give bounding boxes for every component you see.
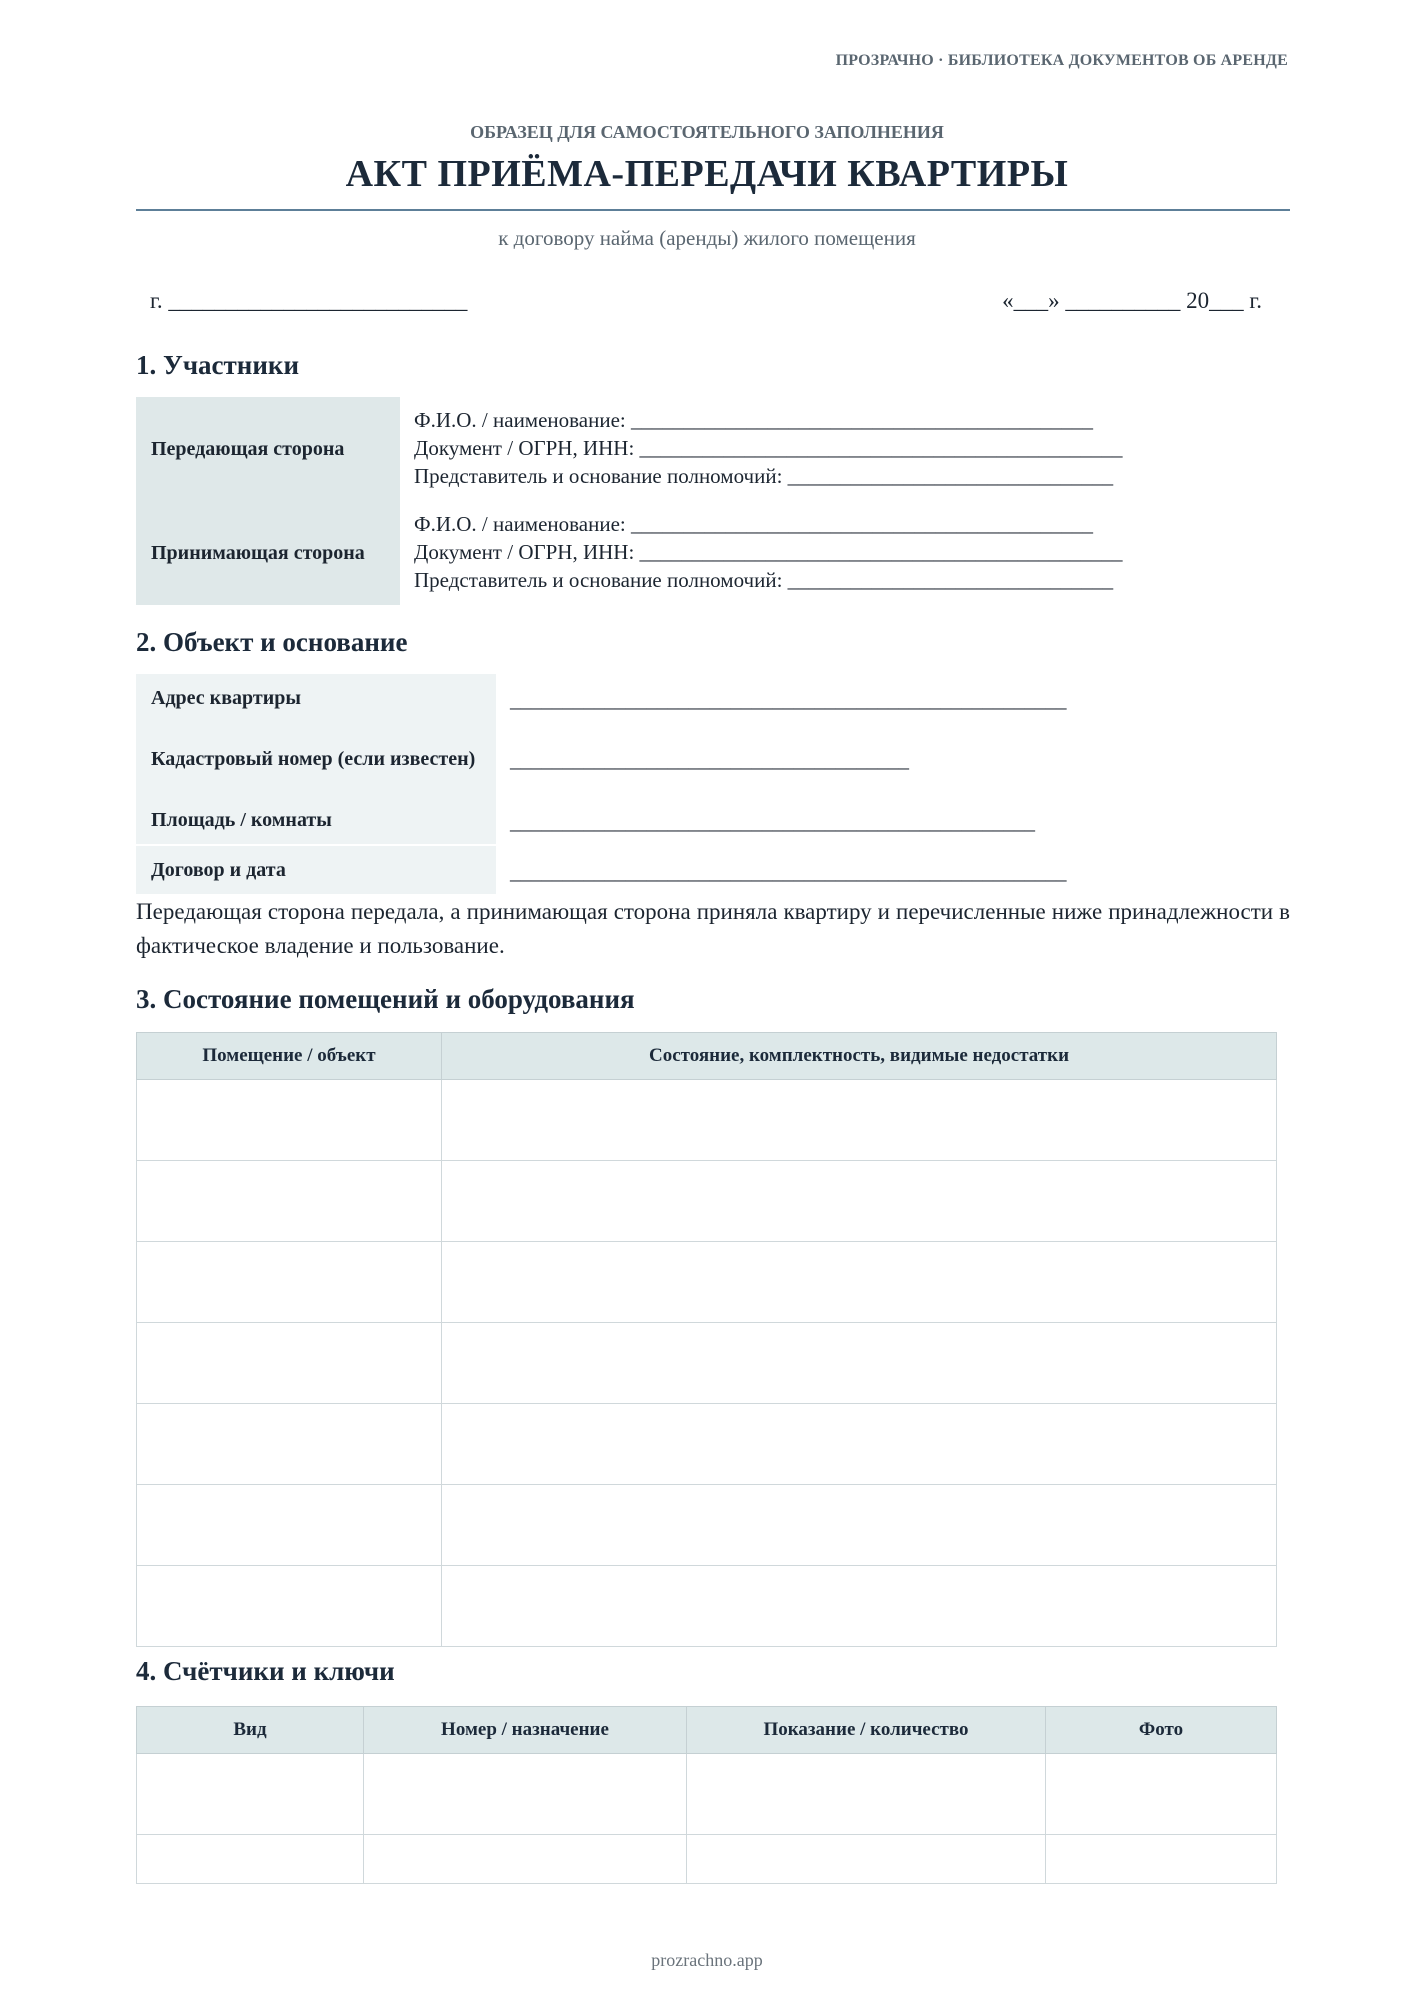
table-cell: [364, 1835, 687, 1884]
table-row: [137, 1404, 1277, 1485]
area-rooms-field: __________________________________________________: [510, 810, 1035, 834]
section-title-participants: 1. Участники: [136, 350, 300, 380]
section-title-condition: 3. Состояние помещений и оборудования: [136, 984, 635, 1014]
condition-table: [136, 1032, 1277, 1647]
document-kicker: ОБРАЗЕЦ ДЛЯ САМОСТОЯТЕЛЬНОГО ЗАПОЛНЕНИЯ: [470, 122, 944, 142]
column-header: Состояние, комплектность, видимые недостатки: [442, 1033, 1277, 1080]
date-field: «___» __________ 20___ г.: [1002, 288, 1262, 313]
table-cell: [442, 1161, 1277, 1242]
column-header: Номер / назначение: [364, 1707, 687, 1754]
area-rooms-label: Площадь / комнаты: [136, 796, 496, 844]
party-document-field: Документ / ОГРН, ИНН: ______________________________________________: [414, 436, 1123, 460]
table-cell: [442, 1080, 1277, 1161]
table-row: [137, 1754, 1277, 1835]
receiving-party-label: Принимающая сторона: [136, 501, 400, 605]
table-header-row: [137, 1707, 1277, 1754]
table-cell: [137, 1161, 442, 1242]
table-cell: [137, 1404, 442, 1485]
address-label: Адрес квартиры: [136, 674, 496, 722]
meters-keys-table: [136, 1706, 1277, 1884]
column-header: Фото: [1046, 1707, 1277, 1754]
title-divider: [136, 209, 1290, 211]
table-cell: [1046, 1754, 1277, 1835]
column-header: Помещение / объект: [137, 1033, 442, 1080]
table-cell: [442, 1323, 1277, 1404]
party-representative-field: Представитель и основание полномочий: _______________________________: [414, 568, 1114, 592]
table-cell: [137, 1323, 442, 1404]
table-cell: [442, 1485, 1277, 1566]
table-header-row: [137, 1033, 1277, 1080]
table-row: [137, 1485, 1277, 1566]
table-cell: [442, 1242, 1277, 1323]
table-cell: [137, 1485, 442, 1566]
page-subtitle: к договору найма (аренды) жилого помещения: [498, 226, 916, 250]
table-cell: [442, 1566, 1277, 1647]
table-cell: [137, 1566, 442, 1647]
city-field: г. __________________________: [150, 288, 468, 313]
table-cell: [687, 1754, 1046, 1835]
table-row: [137, 1835, 1277, 1884]
transferring-party-fields: [414, 406, 1123, 490]
table-row: [137, 1161, 1277, 1242]
party-name-field: Ф.И.О. / наименование: ____________________________________________: [414, 512, 1093, 536]
table-row: [137, 1566, 1277, 1647]
table-row: [137, 1080, 1277, 1161]
receiving-party-fields: [414, 510, 1123, 594]
header-brand: ПРОЗРАЧНО · БИБЛИОТЕКА ДОКУМЕНТОВ ОБ АРЕНДЕ: [835, 52, 1288, 69]
column-header: Показание / количество: [687, 1707, 1046, 1754]
section-title-object: 2. Объект и основание: [136, 627, 408, 657]
party-document-field: Документ / ОГРН, ИНН: ______________________________________________: [414, 540, 1123, 564]
party-name-field: Ф.И.О. / наименование: ____________________________________________: [414, 408, 1093, 432]
table-row: [137, 1242, 1277, 1323]
cadastral-number-label: Кадастровый номер (если известен): [136, 722, 496, 796]
table-cell: [687, 1835, 1046, 1884]
table-cell: [1046, 1835, 1277, 1884]
column-header: Вид: [137, 1707, 364, 1754]
table-cell: [442, 1404, 1277, 1485]
table-cell: [364, 1754, 687, 1835]
page-title: АКТ ПРИЁМА-ПЕРЕДАЧИ КВАРТИРЫ: [345, 153, 1069, 195]
transfer-statement: Передающая сторона передала, а принимающая сторона приняла квартиру и перечисленные ниже принадлежности в фактическое владение и пользование.: [136, 899, 1290, 958]
table-cell: [137, 1835, 364, 1884]
transferring-party-label: Передающая сторона: [136, 397, 400, 501]
table-row: [137, 1323, 1277, 1404]
section-title-meters-keys: 4. Счётчики и ключи: [136, 1656, 395, 1686]
address-field: _____________________________________________________: [510, 688, 1067, 712]
party-representative-field: Представитель и основание полномочий: _______________________________: [414, 464, 1114, 488]
footer-site: prozrachno.app: [651, 1950, 763, 1970]
table-cell: [137, 1080, 442, 1161]
cadastral-number-field: ______________________________________: [510, 748, 909, 772]
contract-date-field: _____________________________________________________: [510, 860, 1067, 884]
table-cell: [137, 1242, 442, 1323]
contract-date-label: Договор и дата: [136, 846, 496, 894]
table-cell: [137, 1754, 364, 1835]
